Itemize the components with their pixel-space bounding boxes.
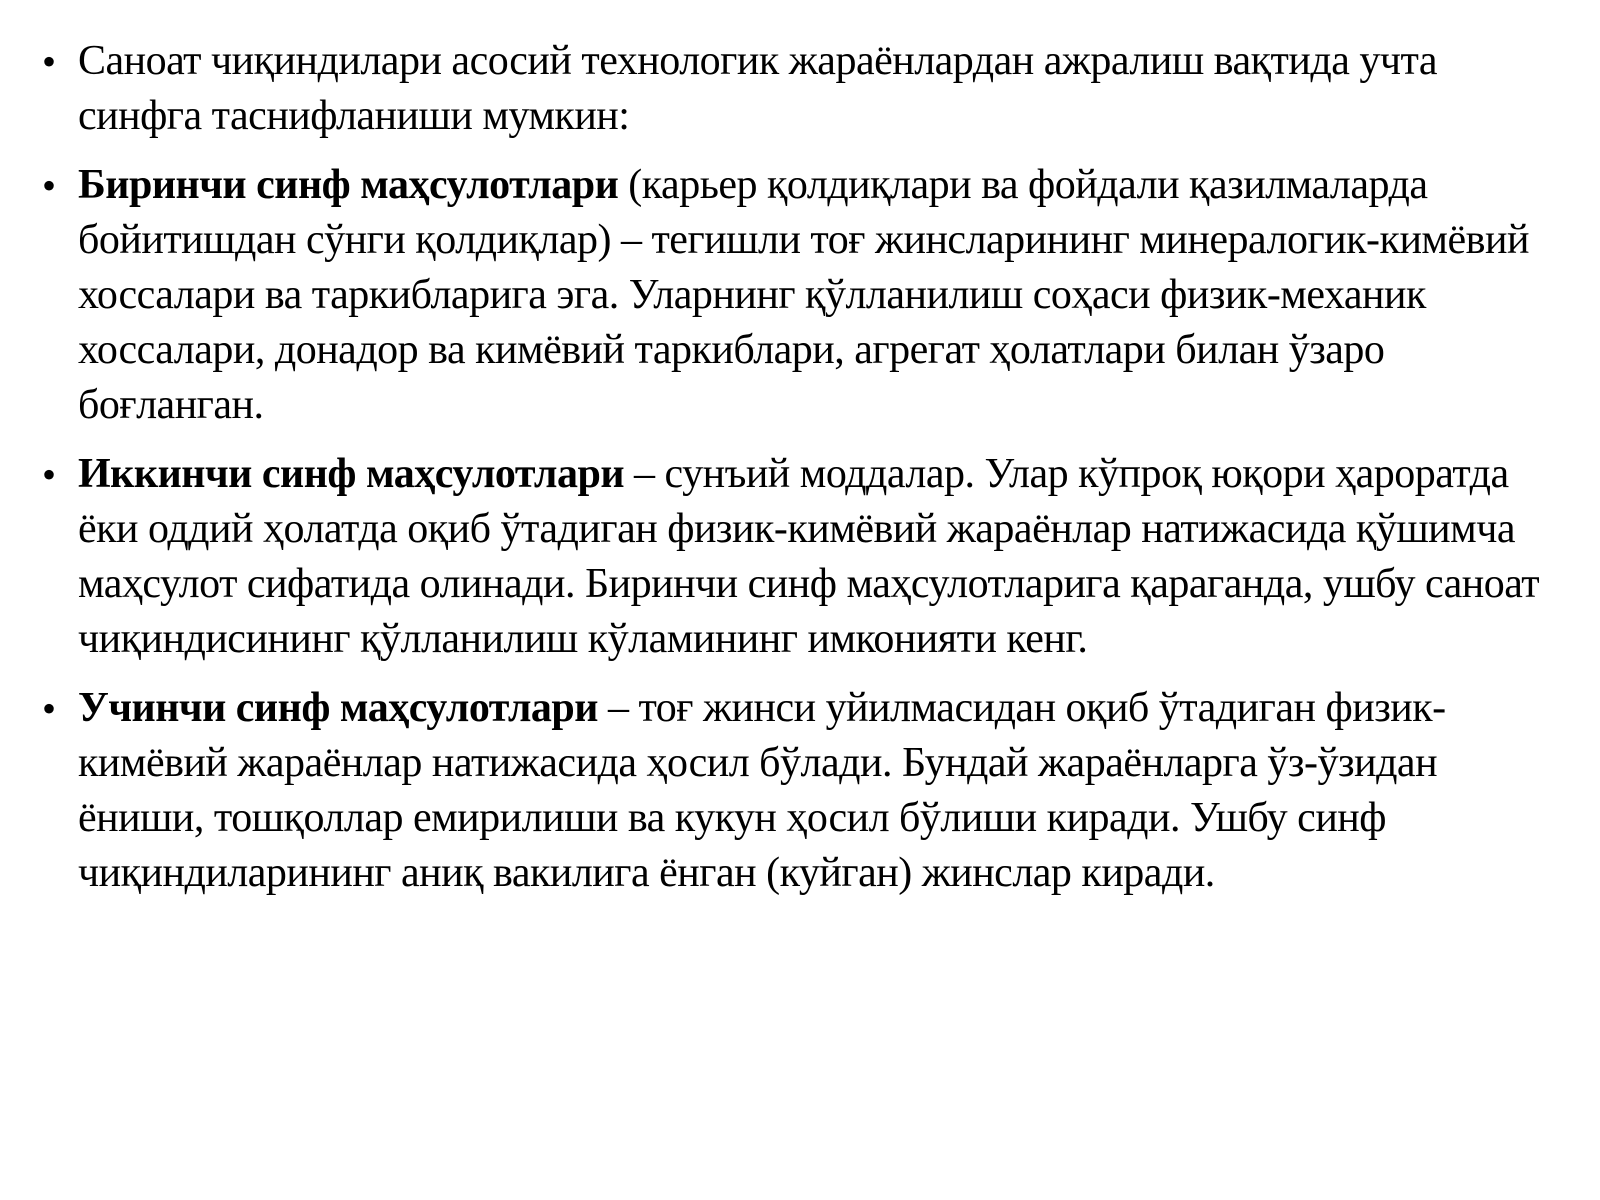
bullet-icon: • bbox=[42, 686, 56, 731]
bullet-content bbox=[78, 158, 1558, 433]
bullet-content bbox=[78, 681, 1558, 901]
bullet-icon: • bbox=[42, 39, 56, 84]
bullet-item-third-class bbox=[42, 681, 1558, 901]
bullet-text: – тоғ жинси уйилмасидан оқиб ўтадиган физик-кимёвий жараёнлар натижасида ҳосил бўлади. Бундай жараёнларга ўз-ўзидан ёниши, тошқоллар емирилиши ва кукун ҳосил бўлиши киради. Ушбу синф чиқиндиларининг аниқ вакилига ёнган (куйган) жинслар киради. bbox=[78, 685, 1446, 896]
bullet-icon: • bbox=[42, 163, 56, 208]
bullet-text: Саноат чиқиндилари асосий технологик жараёнлардан ажралиш вақтида учта синфга таснифланиши мумкин: bbox=[78, 38, 1437, 139]
bullet-content bbox=[78, 34, 1558, 144]
bullet-content bbox=[78, 447, 1558, 667]
bullet-item-second-class bbox=[42, 447, 1558, 667]
bullet-lead: Биринчи синф маҳсулотлари bbox=[78, 162, 619, 208]
bullet-lead: Иккинчи синф маҳсулотлари bbox=[78, 451, 625, 497]
bullet-item-first-class bbox=[42, 158, 1558, 433]
bullet-item-intro bbox=[42, 34, 1558, 144]
bullet-lead: Учинчи синф маҳсулотлари bbox=[78, 685, 598, 731]
bullet-text: – сунъий моддалар. Улар кўпроқ юқори ҳароратда ёки оддий ҳолатда оқиб ўтадиган физик-кимёвий жараёнлар натижасида қўшимча маҳсулот сифатида олинади. Биринчи синф маҳсулотларига қараганда, ушбу саноат чиқиндисининг қўлланилиш кўламининг имконияти кенг. bbox=[78, 451, 1540, 662]
bullet-icon: • bbox=[42, 452, 56, 497]
bullet-text: (карьер қолдиқлари ва фойдали қазилмаларда бойитишдан сўнги қолдиқлар) – тегишли тоғ жинсларининг минералогик-кимёвий хоссалари ва таркибларига эга. Уларнинг қўлланилиш соҳаси физик-механик хоссалари, донадор ва кимёвий таркиблари, агрегат ҳолатлари билан ўзаро боғланган. bbox=[78, 162, 1529, 428]
bullet-list bbox=[42, 34, 1558, 901]
